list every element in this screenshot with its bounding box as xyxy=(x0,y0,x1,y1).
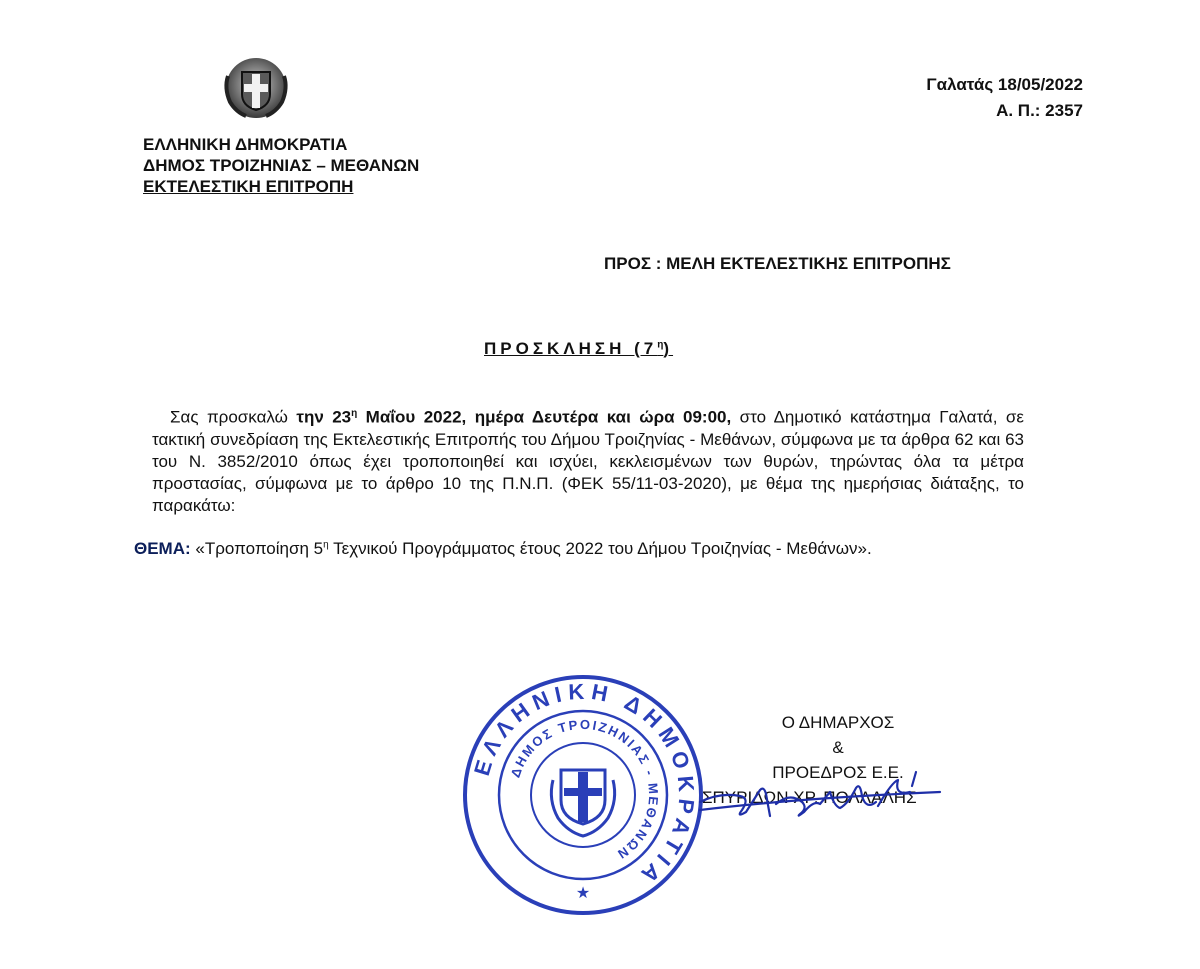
republic-title: ΕΛΛΗΝΙΚΗ ΔΗΜΟΚΡΑΤΙΑ xyxy=(143,135,348,154)
subject-label: ΘΕΜΑ: xyxy=(134,539,191,558)
body-date-bold: την 23 xyxy=(296,407,352,427)
title-main: ΠΡΟΣΚΛΗΣΗ (7 xyxy=(484,339,658,358)
protocol-number: Α. Π.: 2357 xyxy=(996,101,1083,120)
subject-text-2: Τεχνικού Προγράμματος έτους 2022 του Δήμου Τροιζηνίας - Μεθάνων». xyxy=(328,539,872,558)
body-date-superscript: η xyxy=(351,408,358,419)
body-date-time-bold: Μαΐου 2022, ημέρα Δευτέρα και ώρα 09:00, xyxy=(357,407,732,427)
recipient-line: ΠΡΟΣ : ΜΕΛΗ ΕΚΤΕΛΕΣΤΙΚΗΣ ΕΠΙΤΡΟΠΗΣ xyxy=(604,254,951,273)
handwritten-signature xyxy=(680,762,960,842)
municipality-title: ΔΗΜΟΣ ΤΡΟΙΖΗΝΙΑΣ – ΜΕΘΑΝΩΝ xyxy=(143,156,420,175)
president-role: ΠΡΟΕΔΡΟΣ Ε.Ε. xyxy=(772,763,904,782)
date-line: Γαλατάς 18/05/2022 xyxy=(926,75,1083,94)
committee-title: ΕΚΤΕΛΕΣΤΙΚΗ ΕΠΙΤΡΟΠΗ xyxy=(143,177,354,196)
subject-text-1: «Τροποποίηση 5 xyxy=(190,539,324,558)
seal-outer-text: ΕΛΛΗΝΙΚΗ ΔΗΜΟΚΡΑΤΙΑ xyxy=(469,678,700,892)
municipal-seal xyxy=(458,670,708,920)
seal-inner-text: ΔΗΜΟΣ ΤΡΟΙΖΗΝΙΑΣ - ΜΕΘΑΝΩΝ xyxy=(507,716,662,863)
seal-star-icon: ★ xyxy=(575,883,591,902)
title-close: ) xyxy=(663,339,674,358)
subject-superscript: η xyxy=(323,539,329,551)
signer-name: ΣΠΥΡΙΔΩΝ ΧΡ. ΠΟΛΛΑΛΗΣ xyxy=(702,788,917,807)
invitation-body xyxy=(152,403,1024,517)
organization-header xyxy=(143,134,419,197)
date-protocol-block xyxy=(926,72,1083,124)
body-text-1: Σας προσκαλώ xyxy=(170,407,297,427)
agenda-subject xyxy=(134,539,872,559)
seal-emblem-icon xyxy=(551,770,614,836)
body-text-2: στο Δημοτικό κατάστημα Γαλατά, σε τακτική συνεδρίαση της Εκτελεστικής Επιτροπής του Δήμου Τροιζηνίας - Μεθάνων, σύμφωνα με τα άρθρα 62 και 63 του Ν. 3852/2010 όπως έχει τροποποιηθεί και ισχύει, κεκλεισμένων των θυρών, τηρώντας όλα τα μέτρα προστασίας, σύμφωνα με το άρθρο 10 της Π.Ν.Π. (ΦΕΚ 55/11-03-2020), με θέμα της ημερήσιας διάταξης, το παρακάτω: xyxy=(152,407,1024,515)
mayor-role: Ο ΔΗΜΑΡΧΟΣ xyxy=(781,713,895,732)
coat-of-arms-icon xyxy=(216,56,296,120)
title-superscript: η xyxy=(657,339,664,351)
ampersand: & xyxy=(832,738,844,757)
document-title xyxy=(484,339,673,359)
